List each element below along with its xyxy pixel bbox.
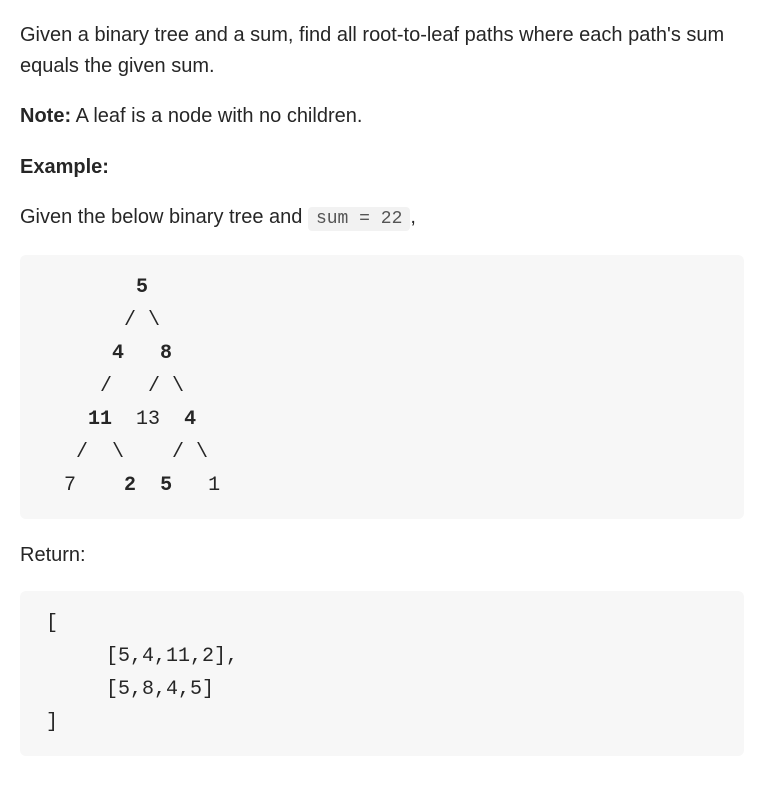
tree-line-1: 5 bbox=[136, 276, 149, 299]
result-path-1: [5,4,11,2], bbox=[106, 645, 239, 668]
tree-line-7: 7 2 5 1 bbox=[64, 474, 221, 497]
tree-line-2: / \ bbox=[124, 309, 161, 332]
note-label: Note: bbox=[20, 105, 72, 127]
note-text: A leaf is a node with no children. bbox=[71, 105, 363, 127]
note-paragraph bbox=[20, 101, 744, 132]
result-path-2: [5,8,4,5] bbox=[106, 678, 215, 701]
tree-code-block bbox=[20, 255, 744, 519]
return-label: Return: bbox=[20, 544, 86, 566]
tree-line-4: / / \ bbox=[100, 375, 185, 398]
result-code-block bbox=[20, 591, 744, 756]
given-text: Given the below binary tree and bbox=[20, 206, 308, 228]
given-paragraph bbox=[20, 202, 744, 235]
sum-inline-code: sum = 22 bbox=[308, 207, 410, 231]
given-suffix: , bbox=[410, 206, 416, 228]
tree-line-3: 4 8 bbox=[112, 342, 173, 365]
tree-line-5: 11 13 4 bbox=[88, 408, 197, 431]
result-open: [ bbox=[46, 612, 59, 635]
example-heading: Example: bbox=[20, 156, 109, 178]
intro-paragraph: Given a binary tree and a sum, find all root-to-leaf paths where each path's sum equals the given sum. bbox=[20, 24, 725, 77]
tree-line-6: / \ / \ bbox=[76, 441, 209, 464]
result-close: ] bbox=[46, 711, 59, 734]
